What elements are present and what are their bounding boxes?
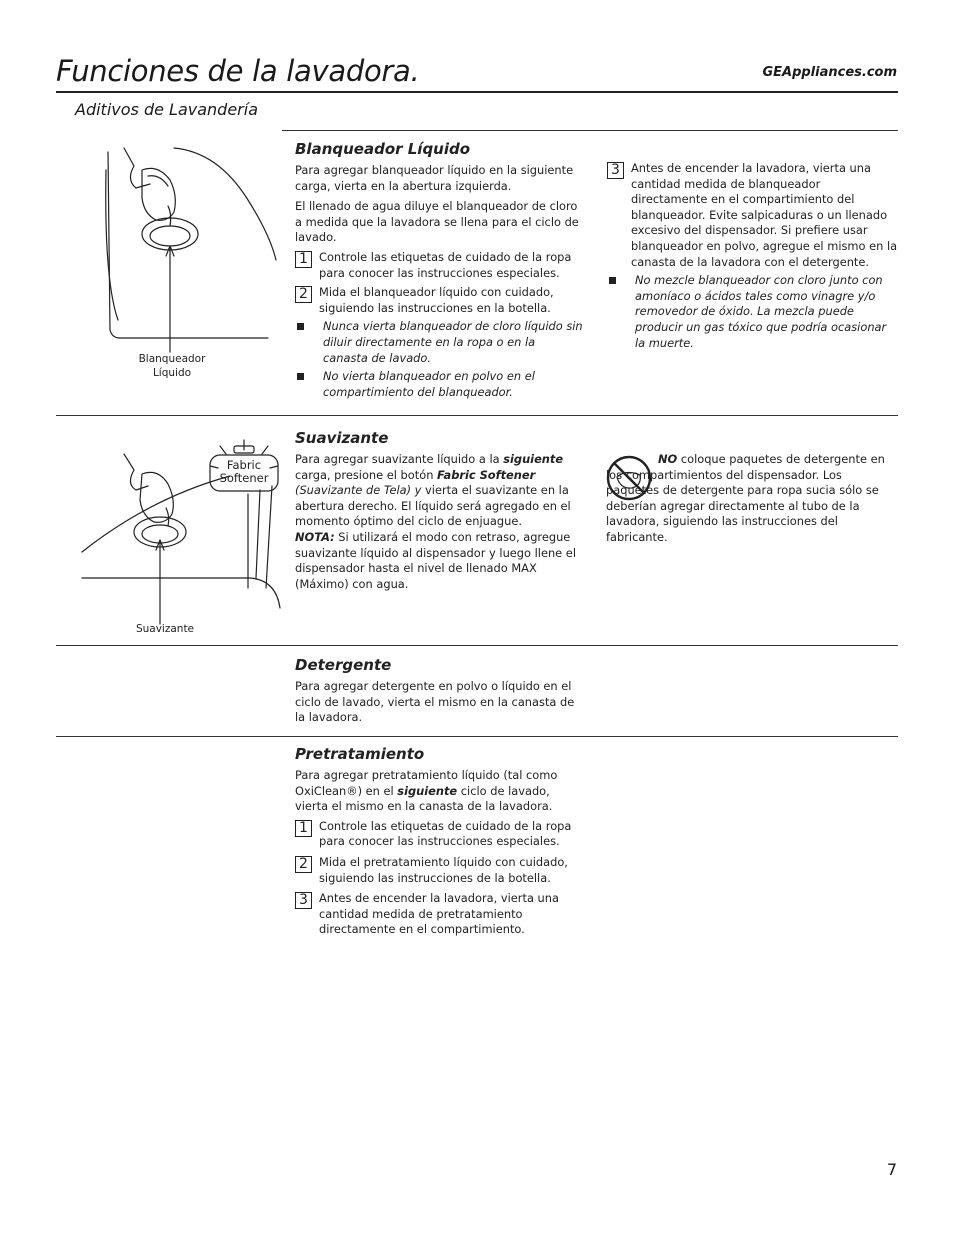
page-title: Funciones de la lavadora.: [56, 54, 420, 88]
softener-intro-b: siguiente: [503, 452, 564, 466]
bleach-step-2-text: Mida el blanqueador líquido con cuidado, siguiendo las instrucciones en la botella.: [319, 285, 554, 315]
bleach-intro: Para agregar blanqueador líquido en la siguiente carga, vierta en la abertura izquierda.: [295, 163, 574, 193]
pretreat-step-1: [295, 819, 583, 850]
detergent-section: [295, 656, 583, 726]
detergent-heading: Detergente: [295, 656, 392, 674]
bleach-caption-line1: Blanqueador: [138, 353, 206, 365]
bleach-column-right: [607, 161, 899, 351]
pretreat-intro: [295, 768, 583, 815]
step-number-2: 2: [295, 856, 312, 873]
step-number-3: 3: [607, 162, 624, 179]
pretreat-step-2-text: Mida el pretratamiento líquido con cuidado, siguiendo las instrucciones de la botella.: [319, 854, 568, 885]
pretreat-intro-a: Para agregar pretratamiento líquido (tal como OxiClean®) en el: [295, 768, 558, 798]
page-number: 7: [886, 1160, 897, 1179]
section-rule: [282, 130, 898, 131]
bleach-warning-1: Nunca vierta blanqueador de cloro líquido sin diluir directamente en la ropa o en la canasta de lavado.: [295, 319, 583, 366]
section-divider-3: [56, 736, 898, 737]
softener-intro-c: carga, presione el botón: [295, 467, 438, 482]
pretreat-step-3-text: Antes de encender la lavadora, vierta una cantidad medida de pretratamiento directamente en el compartimiento.: [319, 891, 559, 937]
bleach-pitcher-illustration: [98, 140, 278, 360]
detergent-text: Para agregar detergente en polvo o líquido en el ciclo de lavado, vierta el mismo en la canasta de la lavadora.: [295, 679, 575, 725]
softener-heading: Suavizante: [295, 429, 389, 447]
softener-intro-d: Fabric Softener: [437, 467, 536, 482]
bleach-dilution-text: El llenado de agua diluye el blanqueador de cloro a medida que la lavadora se llena para el ciclo de lavado.: [295, 199, 579, 245]
pretreat-intro-c: ciclo de lavado, vierta el mismo en la canasta de la lavadora.: [295, 783, 553, 814]
softener-intro: [295, 452, 583, 530]
softener-column-left: [295, 429, 583, 592]
pretreat-intro-b: siguiente: [397, 783, 458, 798]
bleach-column-left: [295, 140, 583, 400]
bleach-heading: Blanqueador Líquido: [295, 140, 471, 158]
bleach-step-3: [607, 161, 899, 270]
step-number-1: 1: [295, 251, 312, 268]
softener-intro-a: Para agregar suavizante líquido a la: [295, 452, 504, 466]
pretreat-step-3: [295, 891, 583, 938]
pretreat-section: [295, 745, 583, 938]
softener-note: [295, 530, 583, 592]
bleach-step-1: [295, 250, 583, 281]
fabric-softener-button-line2: Softener: [219, 471, 269, 485]
pretreat-step-1-text: Controle las etiquetas de cuidado de la ropa para conocer las instrucciones especiales.: [319, 818, 572, 849]
pretreat-step-2: [295, 855, 583, 886]
bleach-step-3-text: Antes de encender la lavadora, vierta una cantidad medida de blanqueador directamente en el compartimiento del blanqueador. Evite salpicaduras o un llenado excesivo del dispensador. Si prefiere usar blanqueador en polvo, agregue el mismo en la canasta de la lavadora con el detergente.: [631, 161, 898, 269]
softener-note-text: Si utilizará el modo con retraso, agregue suavizante líquido al dispensador y luego llene el dispensador hasta el nivel de llenado MAX (Máximo) con agua.: [295, 529, 576, 591]
step-number-2: 2: [295, 286, 312, 303]
bleach-warning-3: No mezcle blanqueador con cloro junto con amoníaco o ácidos tales como vinagre y/o removedor de óxido. La mezcla puede producir un gas tóxico que podría ocasionar la muerte.: [607, 273, 899, 351]
header-rule: [56, 91, 898, 93]
step-number-3: 3: [295, 892, 312, 909]
softener-warning-label: NO: [658, 452, 678, 466]
section-divider-1: [56, 415, 898, 416]
bleach-warning-2: No vierta blanqueador en polvo en el compartimiento del blanqueador.: [295, 369, 583, 400]
softener-caption: Suavizante: [135, 623, 195, 635]
bleach-caption: [120, 352, 224, 380]
pretreat-heading: Pretratamiento: [295, 745, 425, 763]
section-title: Aditivos de Lavandería: [75, 100, 258, 119]
fabric-softener-button[interactable]: [210, 459, 278, 485]
fabric-softener-button-line1: Fabric: [226, 458, 262, 472]
warning-icon-spacer: [606, 467, 656, 499]
softener-warning-text: coloque paquetes de detergente en los compartimientos del dispensador. Los paquetes de detergente para ropa sucia sólo se deberían agregar directamente al tubo de la lavadora, siguiendo las instrucciones del fabricante.: [606, 452, 885, 544]
softener-intro-f: vierta el suavizante en la abertura derecho. El líquido será agregado en el momento óptimo del ciclo de enjuague.: [295, 483, 571, 529]
softener-intro-e: (Suavizante de Tela) y: [295, 483, 422, 498]
bleach-caption-line2: Líquido: [152, 367, 192, 379]
site-url[interactable]: GEAppliances.com: [762, 65, 897, 80]
softener-note-label: NOTA:: [295, 529, 335, 544]
bleach-step-2: [295, 285, 583, 316]
bleach-step-1-text: Controle las etiquetas de cuidado de la ropa para conocer las instrucciones especiales.: [319, 249, 572, 280]
step-number-1: 1: [295, 820, 312, 837]
section-divider-2: [56, 645, 898, 646]
